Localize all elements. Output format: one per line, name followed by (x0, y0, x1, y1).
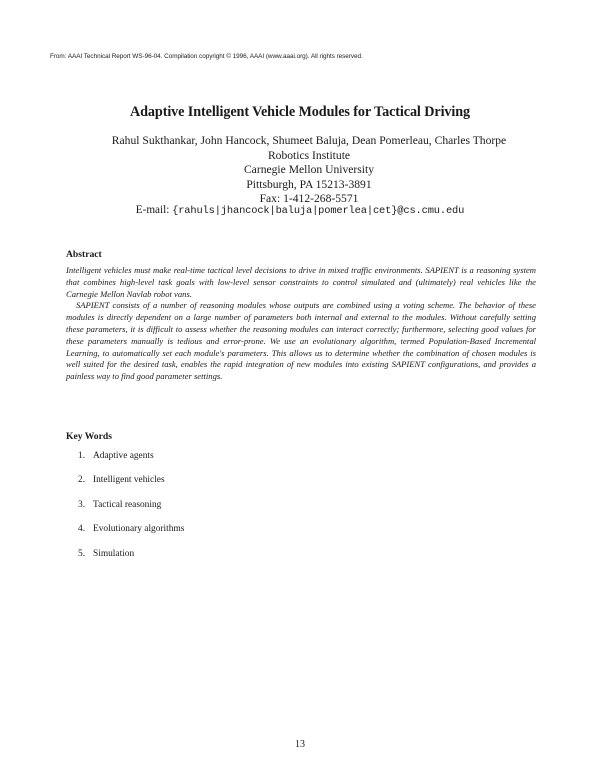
author-names: Rahul Sukthankar, John Hancock, Shumeet Baluja, Dean Pomerleau, Charles Thorpe (111, 134, 507, 147)
author-university: Carnegie Mellon University (243, 163, 375, 177)
email-label: E-mail: (135, 204, 170, 216)
list-item (78, 475, 184, 499)
author-block (70, 134, 548, 207)
list-item (78, 451, 184, 475)
paper-title: Adaptive Intelligent Vehicle Modules for Tactical Driving (129, 104, 471, 120)
abstract-heading: Abstract (66, 249, 102, 260)
abstract-paragraph: SAPIENT consists of a number of reasoning modules whose outputs are combined using a voting scheme. The behavior of these modules is directly dependent on a large number of parameters both internal and external to the modules. Without carefully setting these parameters, it is difficult to assess whether the reasoning modules can interact correctly; furthermore, selecting good values for these parameters manually is tedious and error-prone. We use an evolutionary algorithm, termed Population-Based Incremental Learning, to automatically set each module's parameters. This allows us to determine whether the combination of chosen modules is well suited for the desired task, enables the rapid integration of new modules into existing SAPIENT configurations, and provides a painless way to find good parameter settings. (66, 300, 536, 382)
keyword-number: 2. (78, 475, 86, 486)
keyword-number: 3. (78, 499, 86, 510)
copyright-note: From: AAAI Technical Report WS-96-04. Compilation copyright © 1996, AAAI (www.aaai.org). All rights reserved. (50, 53, 363, 60)
keyword-label: Simulation (93, 548, 135, 559)
keyword-label: Intelligent vehicles (93, 475, 165, 486)
keyword-label: Evolutionary algorithms (93, 524, 185, 535)
author-fax: Fax: 1-412-268-5571 (259, 192, 359, 206)
abstract-paragraph: Intelligent vehicles must make real-time tactical level decisions to drive in mixed traffic environments. SAPIENT is a reasoning system that combines high-level task goals with low-level sensor constraints to control simulated and (ultimately) real vehicles like the Carnegie Mellon Navlab robot vans. (66, 265, 536, 299)
list-item (78, 549, 184, 573)
keyword-label: Adaptive agents (93, 451, 154, 461)
keyword-number: 4. (78, 524, 86, 535)
list-item (78, 500, 184, 524)
author-city: Pittsburgh, PA 15213-3891 (246, 177, 372, 191)
keyword-number: 1. (78, 451, 86, 461)
list-item (78, 524, 184, 548)
author-institute: Robotics Institute (267, 148, 351, 162)
page-number: 13 (295, 739, 305, 750)
keyword-label: Tactical reasoning (93, 499, 162, 510)
keywords-heading: Key Words (66, 431, 112, 442)
keyword-list (78, 451, 184, 573)
keyword-number: 5. (78, 548, 86, 559)
email-address: {rahuls|jhancock|baluja|pomerlea|cet}@cs.cmu.edu (172, 205, 465, 217)
abstract-body (66, 265, 536, 383)
email-line (0, 204, 600, 217)
